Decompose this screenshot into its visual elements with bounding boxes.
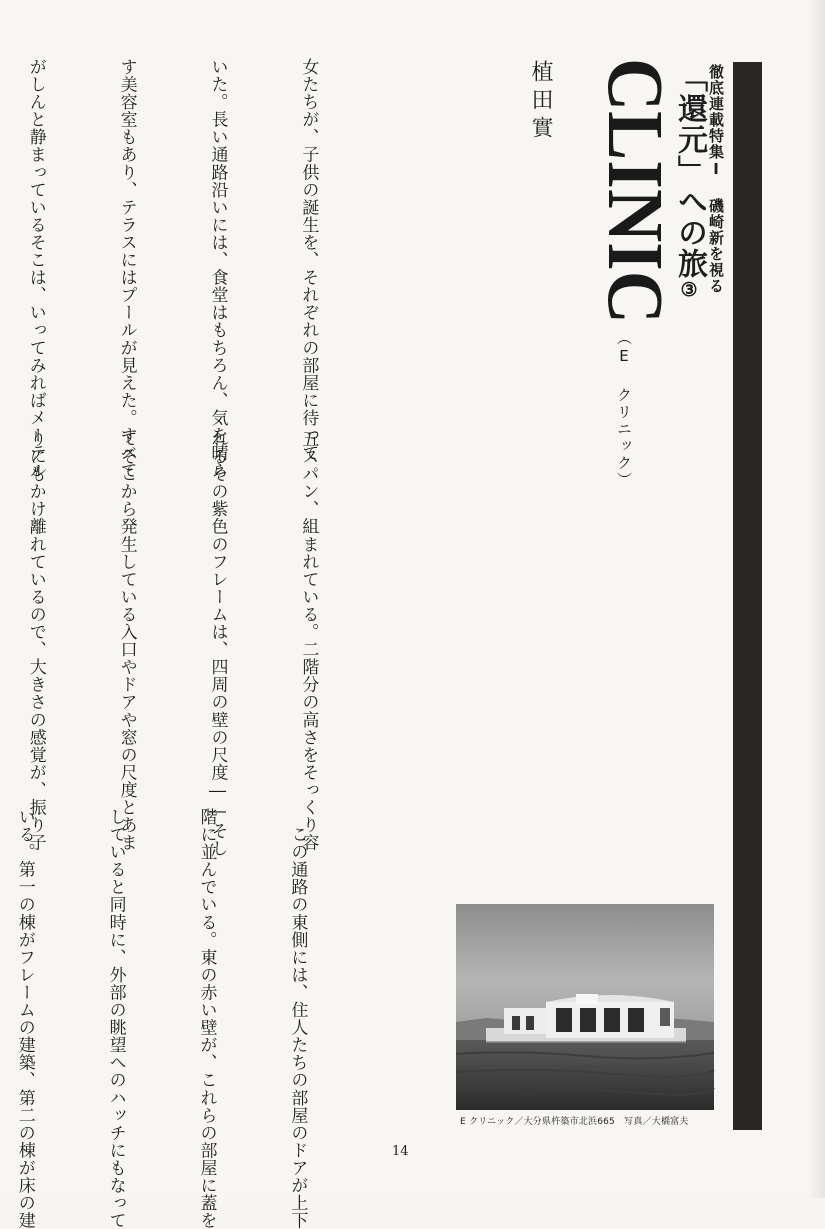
text-line: 階に並んでいる。東の赤い壁が、これらの部屋に蓋を	[196, 808, 217, 1229]
clinic-heading	[591, 58, 678, 344]
clinic-subtitle: （E クリニック）	[615, 330, 633, 489]
text-line: 五スパン、組まれている。二階分の高さをそっくり容	[298, 430, 319, 852]
photo-caption: E クリニック／大分県杵築市北浜665 写真／大橋富夫	[460, 1117, 689, 1127]
text-line: していると同時に、外部の眺望へのハッチにもなって	[105, 808, 126, 1229]
text-line: いた。長い通路沿いには、食堂はもちろん、気を晴ら	[207, 58, 228, 480]
text-line: がしんと静まっているそこは、いってみればメーテル	[25, 58, 46, 480]
series-label: 徹底連載特集Ⅰ 磯崎新を視る	[707, 64, 725, 294]
text-line: この通路の東側には、住人たちの部屋のドアが上下	[287, 808, 308, 1229]
text-line: 女たちが、子供の誕生を、それぞれの部屋に待って	[298, 58, 319, 462]
body-column-2	[0, 430, 384, 858]
body-column-1	[0, 58, 384, 480]
issue-number-badge: ③	[678, 279, 700, 302]
decorative-vertical-bar	[733, 62, 762, 1130]
text-line: いる。第一の棟がフレームの建築、第二の棟が床の建	[14, 808, 35, 1229]
clinic-photo	[456, 904, 714, 1110]
body-column-3	[0, 808, 373, 1229]
photo-ground	[456, 1040, 714, 1110]
scan-edge-shadow	[807, 0, 825, 1198]
text-line: す美容室もあり、テラスにはプールが見えた。すべて	[116, 58, 137, 480]
text-line: てそこから発生している入口やドアや窓の尺度とあま	[116, 430, 137, 852]
series-title-text: 「還元」への旅	[672, 62, 707, 279]
page-number: 14	[392, 1144, 409, 1159]
clinic-heading-text: CLINIC	[591, 58, 678, 344]
text-line: りにもかけ離れているので、大きさの感覚が、振り子	[25, 430, 46, 852]
text-line: れるその紫色のフレームは、四周の壁の尺度――そし	[207, 430, 228, 858]
author-name: 植田實	[528, 60, 553, 144]
